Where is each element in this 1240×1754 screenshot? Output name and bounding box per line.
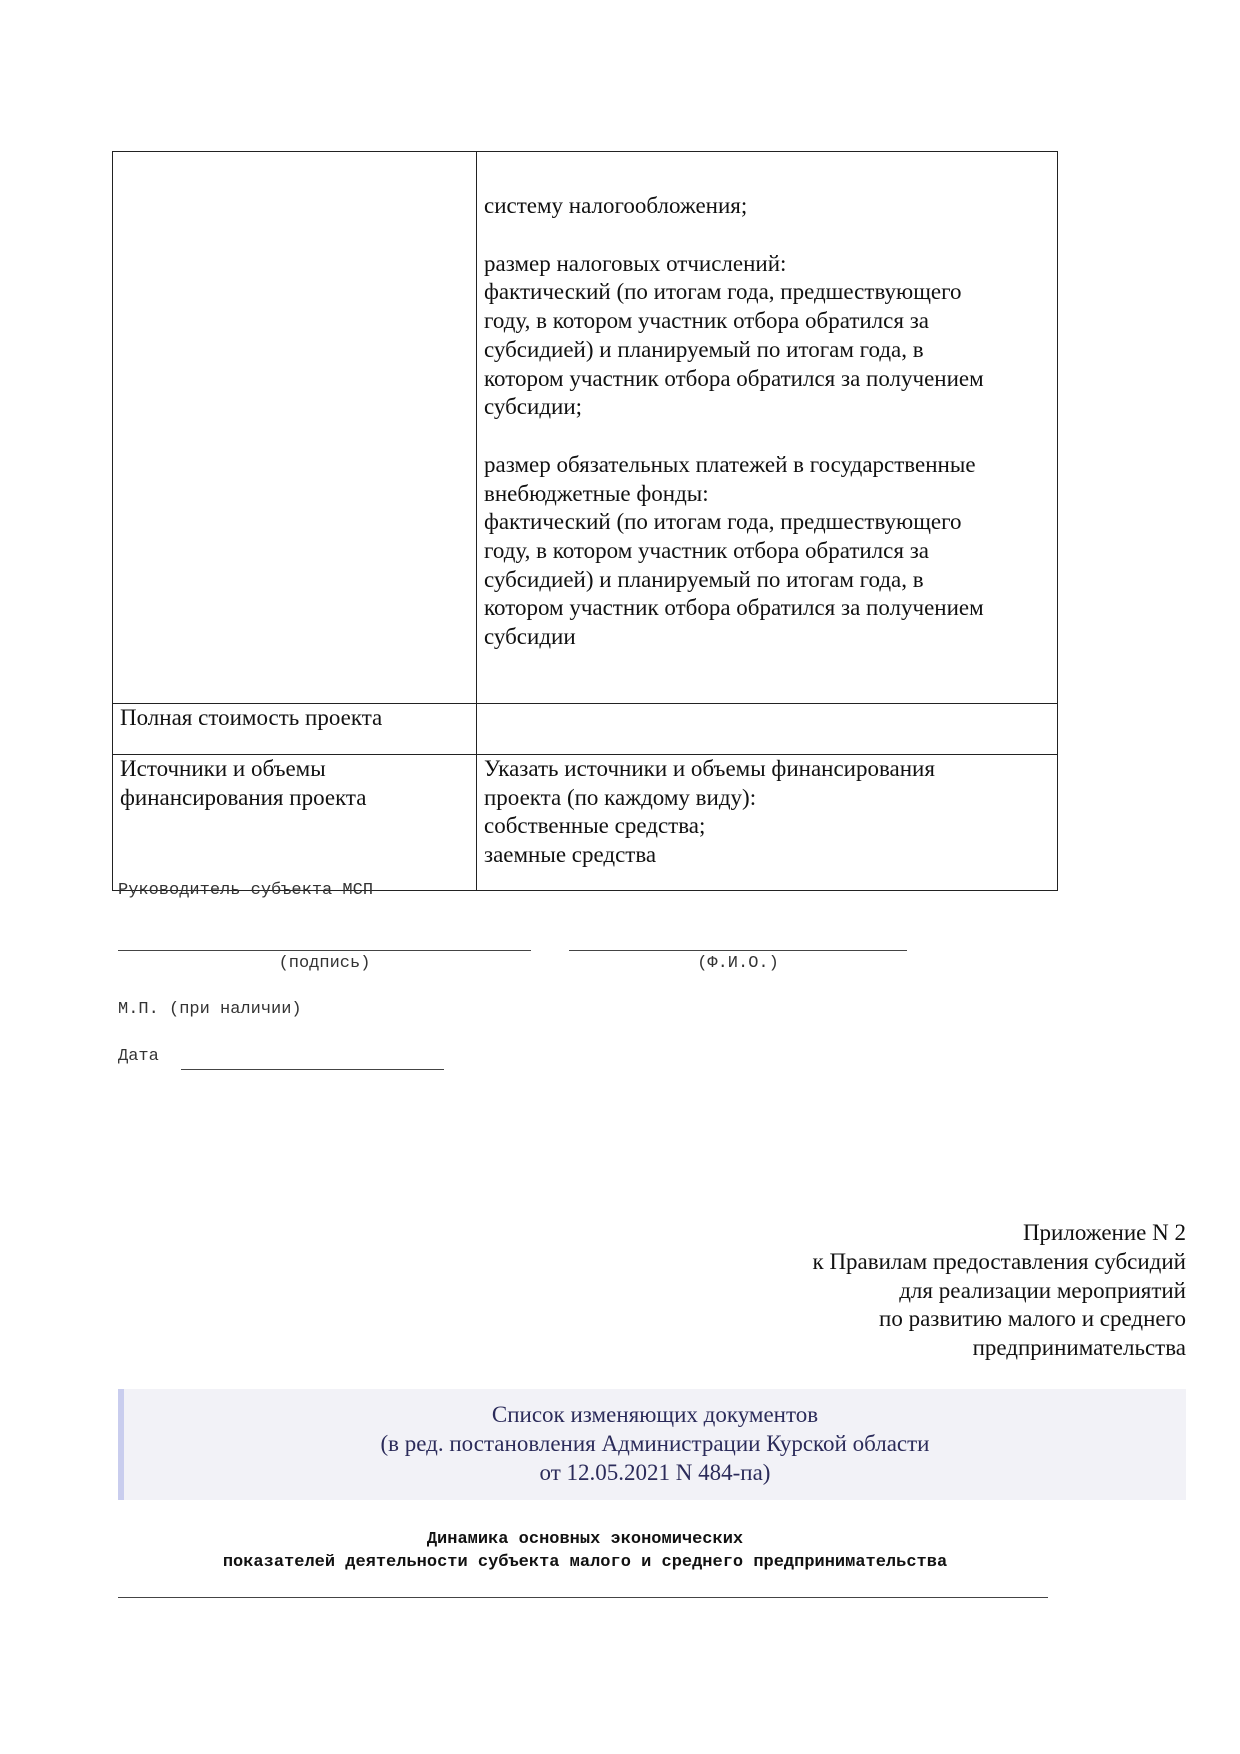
- amending-documents-box: Список изменяющих документов (в ред. постановления Администрации Курской области от 12.05.2021 N 484-па): [118, 1389, 1186, 1500]
- table-row: [113, 152, 1058, 704]
- table-cell-label: Источники и объемы финансирования проекта: [113, 755, 477, 891]
- amending-documents-title: Список изменяющих документов: [491, 1402, 819, 1427]
- signature-caption: (подпись): [278, 954, 371, 973]
- head-of-entity-label: Руководитель субъекта МСП: [118, 881, 374, 900]
- appendix-header: Приложение N 2 к Правилам предоставления субсидий для реализации мероприятий по развитию малого и среднего предпринимательства: [812, 1220, 1186, 1361]
- stamp-label: М.П. (при наличии): [118, 1000, 302, 1019]
- table-cell-label: Полная стоимость проекта: [113, 704, 477, 755]
- table-cell-content: [477, 704, 1058, 755]
- table-cell-content: Указать источники и объемы финансирования проекта (по каждому виду): собственные средства; заемные средства: [477, 755, 1058, 891]
- table-cell-content: [477, 152, 1058, 704]
- table-row: [113, 704, 1058, 755]
- appendix-number: Приложение N 2: [1022, 1220, 1186, 1245]
- table-row: [113, 755, 1058, 891]
- section-heading-line1: Динамика основных экономических: [426, 1530, 744, 1549]
- project-info-table: [112, 151, 1058, 891]
- date-label: Дата: [118, 1047, 159, 1066]
- section-underline: [118, 1597, 1048, 1598]
- date-line: [181, 1069, 444, 1070]
- full-name-line: [569, 950, 907, 951]
- full-name-caption: (Ф.И.О.): [697, 954, 779, 973]
- paragraph-tax-deductions: размер налоговых отчислений: фактический (по итогам года, предшествующего году, в котором участник отбора обратился за субсидией) и планируемый по итогам года, в котором участник отбора обратился за получением субсидии;: [484, 250, 984, 420]
- paragraph-mandatory-payments: размер обязательных платежей в государственные внебюджетные фонды: фактический (по итогам года, предшествующего году, в котором участник отбора обратился за субсидией) и планируемый по итогам года, в котором участник отбора обратился за получением субсидии: [484, 451, 984, 650]
- table-cell-label: [113, 152, 477, 704]
- section-heading-line2: показателей деятельности субъекта малого и среднего предпринимательства: [222, 1553, 948, 1572]
- paragraph-tax-system: системy налогообложения;: [484, 193, 748, 218]
- signature-line: [118, 950, 531, 951]
